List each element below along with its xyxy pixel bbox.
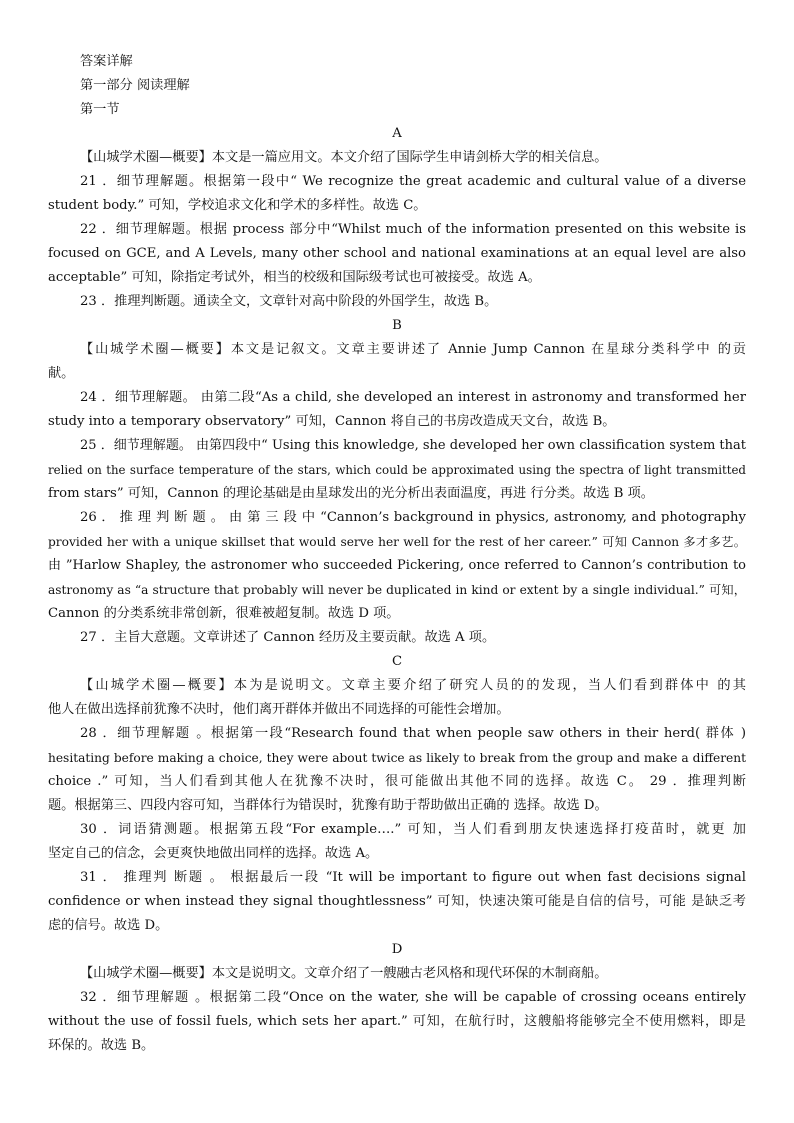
answer-24-line1: 24 ．细节理解题。 由第二段“As a child, she developed an interest in astronomy and transformed her [80, 390, 746, 405]
answer-28-line2: hesitating before making a choice, they were about twice as likely to break from the group and make a different [48, 751, 746, 765]
answer-25-line2: relied on the surface temperature of the stars, which could be approximated using the spectra of light transmitted [48, 463, 746, 477]
part-title: 第一部分 阅读理解 [80, 78, 190, 93]
answer-26-line4: astronomy as “a structure that probably will never be duplicated in kind or extent by a single individual.” 可知， [48, 583, 746, 597]
answer-22-line2: focused on GCE, and A Levels, many other school and national examinations at an equal level are also [48, 246, 746, 261]
answer-26-line5: Cannon 的分类系统非常创新，很难被超复制。故选 D 项。 [48, 606, 400, 621]
answer-28-line1: 28 ．细节理解题 。根据第一段“Research found that when people saw others in their herd( 群体 ) [80, 726, 746, 741]
answer-28-line3: choice .” 可知，当人们看到其他人在犹豫不决时，很可能做出其他不同的选择。故选 C。 29 ．推理判断 [48, 774, 746, 789]
answer-31-line1: 31 ． 推理判 断题 。 根据最后一段 “It will be important to figure out when fast decisions signal [80, 870, 746, 885]
summary-c-line2: 他人在做出选择前犹豫不决时，他们离开群体并做出不同选择的可能性会增加。 [48, 702, 510, 717]
answer-29: 题。根据第三、四段内容可知，当群体行为错误时，犹豫有助于帮助做出正确的 选择。故选 D。 [48, 798, 608, 813]
answer-25-line3: from stars” 可知，Cannon 的理论基础是由星球发出的光分析出表面温度，再进 行分类。故选 B 项。 [48, 486, 654, 501]
summary-b-line2: 献。 [48, 366, 75, 381]
passage-letter-d: D [391, 942, 403, 957]
summary-b-line1: 【山城学术圈—概要】本文是记叙文。文章主要讲述了 Annie Jump Cannon 在星球分类科学中 的贡 [80, 342, 746, 357]
answer-31-line2: confidence or when instead they signal thoughtlessness” 可知，快速决策可能是自信的信号，可能 是缺乏考 [48, 894, 746, 909]
answer-25-line1: 25 ．细节理解题。 由第四段中“ Using this knowledge, she developed her own classification system that [80, 438, 746, 453]
answer-32-line2: without the use of fossil fuels, which sets her apart.” 可知，在航行时，这艘船将能够完全不使用燃料，即是 [48, 1014, 746, 1029]
summary-c-line1: 【山城学术圈—概要】本为是说明文。文章主要介绍了研究人员的的发现，当人们看到群体中 的其 [80, 678, 746, 693]
answer-23: 23 ．推理判断题。通读全文，文章针对高中阶段的外国学生，故选 B。 [80, 294, 498, 309]
summary-d: 【山城学术圈—概要】本文是说明文。文章介绍了一艘融古老风格和现代环保的木制商船。 [80, 966, 608, 981]
answer-31-line3: 虑的信号。故选 D。 [48, 918, 169, 933]
answer-26-line1: 26 ． 推 理 判 断 题 。 由 第 三 段 中 “Cannon’s background in physics, astronomy, and photography [80, 510, 746, 525]
summary-a: 【山城学术圈—概要】本文是一篇应用文。本文介绍了国际学生申请剑桥大学的相关信息。 [80, 150, 608, 165]
answer-21-line2: student body.” 可知，学校追求文化和学术的多样性。故选 C。 [48, 198, 427, 213]
doc-title: 答案详解 [80, 54, 133, 69]
section-title: 第一节 [80, 102, 120, 117]
answer-26-line2: provided her with a unique skillset that would serve her well for the rest of her career.” 可知 Cannon 多才多艺。 [48, 535, 746, 549]
answer-30-line1: 30 ．词语猜测题。根据第五段“For example….” 可知，当人们看到朋友快速选择打疫苗时，就更 加 [80, 822, 746, 837]
answer-21-line1: 21 ．细节理解题。根据第一段中“ We recognize the great academic and cultural value of a diverse [80, 174, 746, 189]
answer-30-line2: 坚定自己的信念，会更爽快地做出同样的选择。故选 A。 [48, 846, 379, 861]
answer-24-line2: study into a temporary observatory” 可知，Cannon 将自己的书房改造成天文台，故选 B。 [48, 414, 616, 429]
answer-32-line3: 环保的。故选 B。 [48, 1038, 155, 1053]
answer-27: 27 ．主旨大意题。文章讲述了 Cannon 经历及主要贡献。故选 A 项。 [80, 630, 496, 645]
answer-22-line1: 22 ．细节理解题。根据 process 部分中“Whilst much of the information presented on this website is [80, 222, 746, 237]
answer-22-line3: acceptable” 可知，除指定考试外，相当的校级和国际级考试也可被接受。故选 A。 [48, 270, 541, 285]
answer-32-line1: 32 ．细节理解题 。根据第二段“Once on the water, she will be capable of crossing oceans entirely [80, 990, 746, 1005]
answer-26-line3: 由 ”Harlow Shapley, the astronomer who succeeded Pickering, once referred to Cannon’s contribution to [48, 558, 746, 573]
passage-letter-b: B [392, 318, 402, 333]
passage-letter-a: A [392, 126, 402, 141]
passage-letter-c: C [391, 654, 403, 669]
